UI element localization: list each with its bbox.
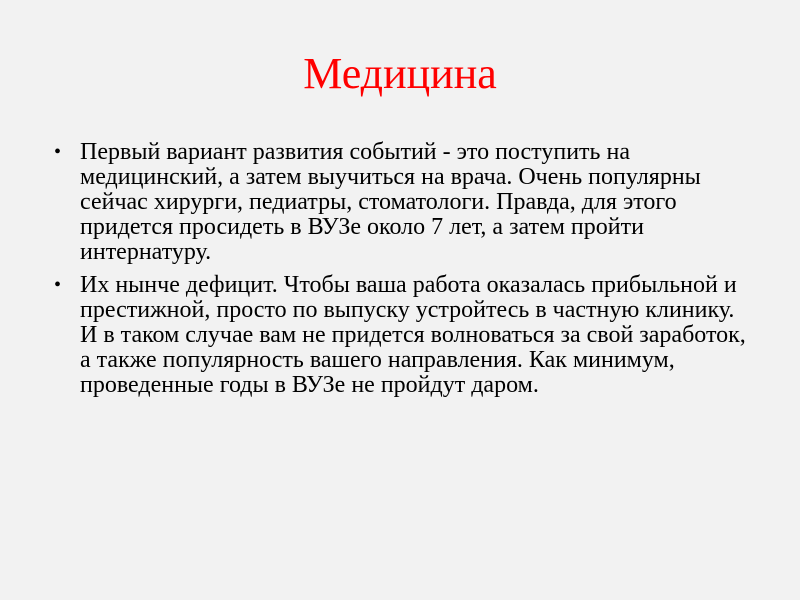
bullet-item xyxy=(52,273,752,398)
bullet-dot-icon: • xyxy=(54,141,62,163)
bullet-item xyxy=(52,140,752,265)
bullet-text: Их нынче дефицит. Чтобы ваша работа оказалась прибыльной и престижной, просто по выпуску устройтесь в частную клинику. И в таком случае вам не придется волноваться за свой заработок, а также популярность вашего направления. Как минимум, проведенные годы в ВУЗе не пройдут даром. xyxy=(80,272,746,398)
bullet-list xyxy=(52,140,752,406)
bullet-dot-icon: • xyxy=(54,274,62,296)
bullet-text: Первый вариант развития событий - это поступить на медицинский, а затем выучиться на врача. Очень популярны сейчас хирурги, педиатры, стоматологи. Правда, для этого придется просидеть в ВУЗе около 7 лет, а затем пройти интернатуру. xyxy=(80,139,701,265)
slide-title: Медицина xyxy=(303,49,497,98)
